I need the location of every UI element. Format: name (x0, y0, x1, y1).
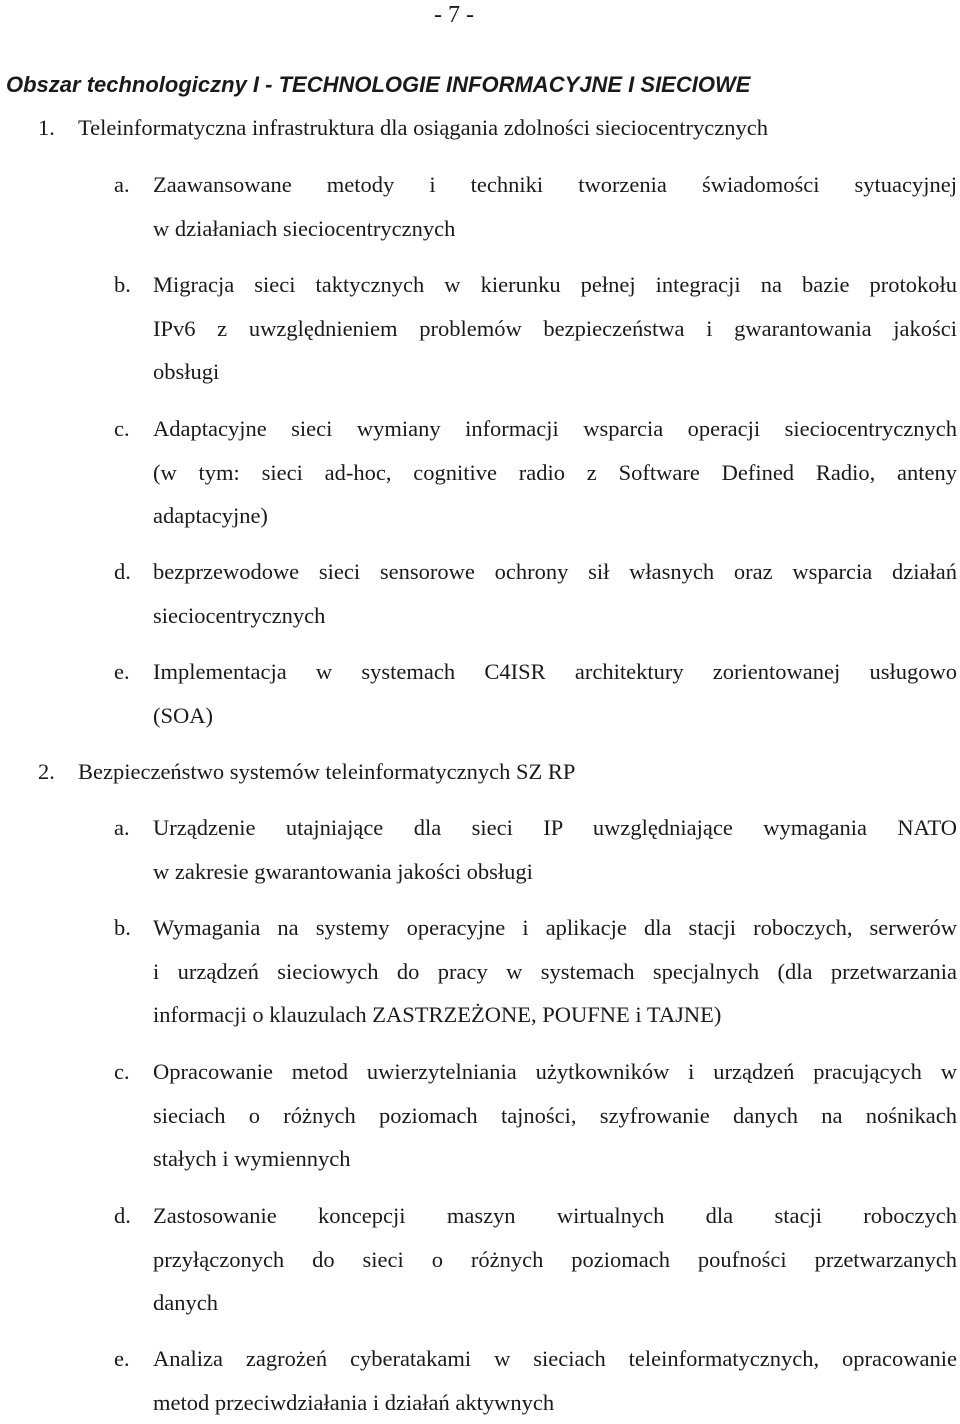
item-marker: e. (114, 1337, 130, 1381)
item-line: przyłączonych do sieci o różnych poziomach poufności przetwarzanych (153, 1238, 957, 1282)
item-text (153, 263, 957, 394)
item-line: IPv6 z uwzględnieniem problemów bezpieczeństwa i gwarantowania jakości (153, 307, 957, 351)
page-number: - 7 - (434, 0, 474, 30)
item-text (153, 1050, 957, 1181)
area-title: Obszar technologiczny I - TECHNOLOGIE INFORMACYJNE I SIECIOWE (6, 70, 750, 100)
item-marker: c. (114, 1050, 130, 1094)
item-text (153, 163, 957, 250)
item-marker: d. (114, 1194, 131, 1238)
item-text (153, 1194, 957, 1325)
item-text (153, 407, 957, 538)
item-marker: a. (114, 163, 130, 207)
section-marker: 1. (38, 106, 55, 150)
item-marker: a. (114, 806, 130, 850)
item-line: Opracowanie metod uwierzytelniania użytkowników i urządzeń pracujących w (153, 1050, 957, 1094)
item-line: Analiza zagrożeń cyberatakami w sieciach teleinformatycznych, opracowanie (153, 1337, 957, 1381)
item-line: danych (153, 1281, 957, 1325)
item-line: i urządzeń sieciowych do pracy w systemach specjalnych (dla przetwarzania (153, 950, 957, 994)
item-line: Migracja sieci taktycznych w kierunku pełnej integracji na bazie protokołu (153, 263, 957, 307)
item-line: Wymagania na systemy operacyjne i aplikacje dla stacji roboczych, serwerów (153, 906, 957, 950)
item-text (153, 1337, 957, 1424)
item-marker: c. (114, 407, 130, 451)
item-line: Urządzenie utajniające dla sieci IP uwzględniające wymagania NATO (153, 806, 957, 850)
item-text (153, 550, 957, 637)
item-text (153, 806, 957, 893)
section-title: Bezpieczeństwo systemów teleinformatycznych SZ RP (78, 750, 575, 794)
item-line: w działaniach sieciocentrycznych (153, 207, 957, 251)
item-line: Zaawansowane metody i techniki tworzenia świadomości sytuacyjnej (153, 163, 957, 207)
item-text (153, 650, 957, 737)
item-marker: d. (114, 550, 131, 594)
item-line: bezprzewodowe sieci sensorowe ochrony sił własnych oraz wsparcia działań (153, 550, 957, 594)
item-marker: b. (114, 263, 131, 307)
section-marker: 2. (38, 750, 55, 794)
item-marker: b. (114, 906, 131, 950)
section-title: Teleinformatyczna infrastruktura dla osiągania zdolności sieciocentrycznych (78, 106, 768, 150)
item-line: sieciach o różnych poziomach tajności, szyfrowanie danych na nośnikach (153, 1094, 957, 1138)
item-marker: e. (114, 650, 130, 694)
item-line: adaptacyjne) (153, 494, 957, 538)
item-line: sieciocentrycznych (153, 594, 957, 638)
item-line: metod przeciwdziałania i działań aktywnych (153, 1381, 957, 1424)
item-text (153, 906, 957, 1037)
item-line: informacji o klauzulach ZASTRZEŻONE, POUFNE i TAJNE) (153, 993, 957, 1037)
item-line: obsługi (153, 350, 957, 394)
item-line: Implementacja w systemach C4ISR architektury zorientowanej usługowo (153, 650, 957, 694)
item-line: w zakresie gwarantowania jakości obsługi (153, 850, 957, 894)
item-line: Adaptacyjne sieci wymiany informacji wsparcia operacji sieciocentrycznych (153, 407, 957, 451)
item-line: (SOA) (153, 694, 957, 738)
item-line: (w tym: sieci ad-hoc, cognitive radio z Software Defined Radio, anteny (153, 451, 957, 495)
item-line: stałych i wymiennych (153, 1137, 957, 1181)
item-line: Zastosowanie koncepcji maszyn wirtualnych dla stacji roboczych (153, 1194, 957, 1238)
